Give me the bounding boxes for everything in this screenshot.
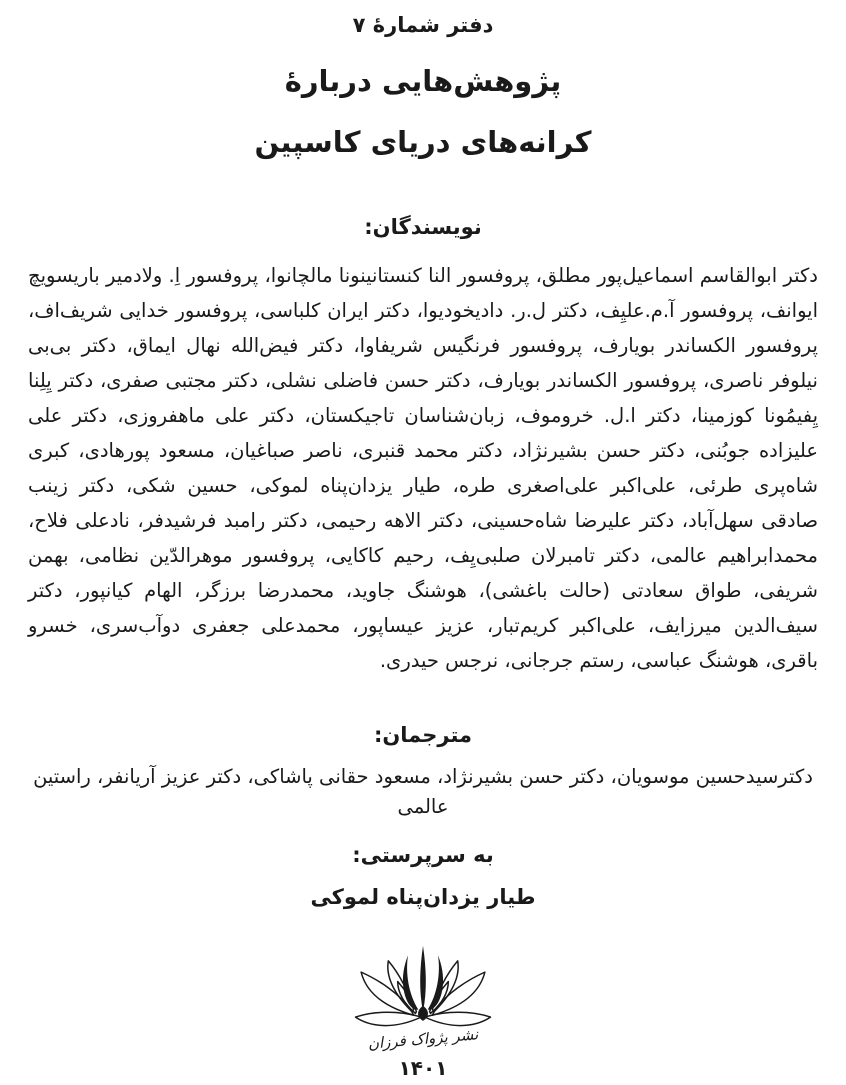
book-title-line2: کرانه‌های دریای کاسپین (254, 125, 592, 159)
publisher-name: نشر پژواک فرزان (367, 1025, 479, 1053)
translators-heading: مترجمان: (373, 723, 473, 747)
series-number: دفتر شمارۀ ۷ (352, 13, 494, 37)
supervision-heading: به سرپرستی: (352, 843, 494, 867)
title-block (0, 0, 846, 162)
lotus-flower-icon (343, 942, 503, 1036)
authors-section (0, 212, 846, 678)
publisher-block (0, 942, 846, 1080)
authors-list: دکتر ابوالقاسم اسماعیل‌پور مطلق، پروفسور النا کنستانینونا مالچانوا، پروفسور اِ. ولادمیر باریسویچ ایوانف، پروفسور آ.م.علیِف، دکتر ل.ر. دادیخودیوا، دکتر ایران کلباسی، پروفسور خدایی شریف‌اف، پروفسور الکساندر بویارف، پروفسور فرنگیس شریفاوا، دکتر فیض‌الله نهال ایماق، دکتر بی‌بی نیلوفر ناصری، پروفسور الکساندر بویارف، دکتر حسن فاضلی نشلی، دکتر مجتبی صفری، دکتر یِلِنا یِفیمُونا کوزمینا، دکتر ا.ل. خروموف، زبان‌شناسان تاجیکستان، دکتر علی ماهفروزی، دکتر علی علیزاده جوبُنی، دکتر حسن بشیرنژاد، دکتر محمد قنبری، ناصر صباغیان، مسعود پورهادی، کبری شاه‌پری طرئی، علی‌اکبر علی‌اصغری طره، طیار یزدان‌پناه لموکی، حسین شکی، دکتر زینب صادقی سهل‌آباد، دکتر علیرضا شاه‌حسینی، دکتر الاهه رحیمی، دکتر رامبد فرشیدفر، نادعلی فلاح، محمدابراهیم عالمی، دکتر تامبرلان صلبی‌یِف، رحیم کاکایی، پروفسور موهرالدّین نظامی، بهمن شریفی، طواق سعادتی (حالت باغشی)، هوشنگ جاوید، محمدرضا برزگر، الهام کیانپور، دکتر سیف‌الدین میرزایف، علی‌اکبر کریم‌تبار، عزیز عیساپور، محمدعلی جعفری دوآب‌سری، خسرو باقری، هوشنگ عباسی، رستم جرجانی، نرجس حیدری. (28, 264, 818, 672)
publication-year: ۱۴۰۱ (398, 1056, 448, 1080)
book-title-line1: پژوهش‌هایی دربارۀ (284, 64, 562, 98)
supervisor-name: طیار یزدان‌پناه لموکی (310, 885, 536, 909)
supervision-section (0, 840, 846, 912)
translators-list: دکترسیدحسین موسویان، دکتر حسن بشیرنژاد، مسعود حقانی پاشاکی، دکتر عزیز آریانفر، راستین عالمی (33, 765, 813, 818)
authors-heading: نویسندگان: (364, 215, 482, 239)
translators-section (0, 720, 846, 822)
